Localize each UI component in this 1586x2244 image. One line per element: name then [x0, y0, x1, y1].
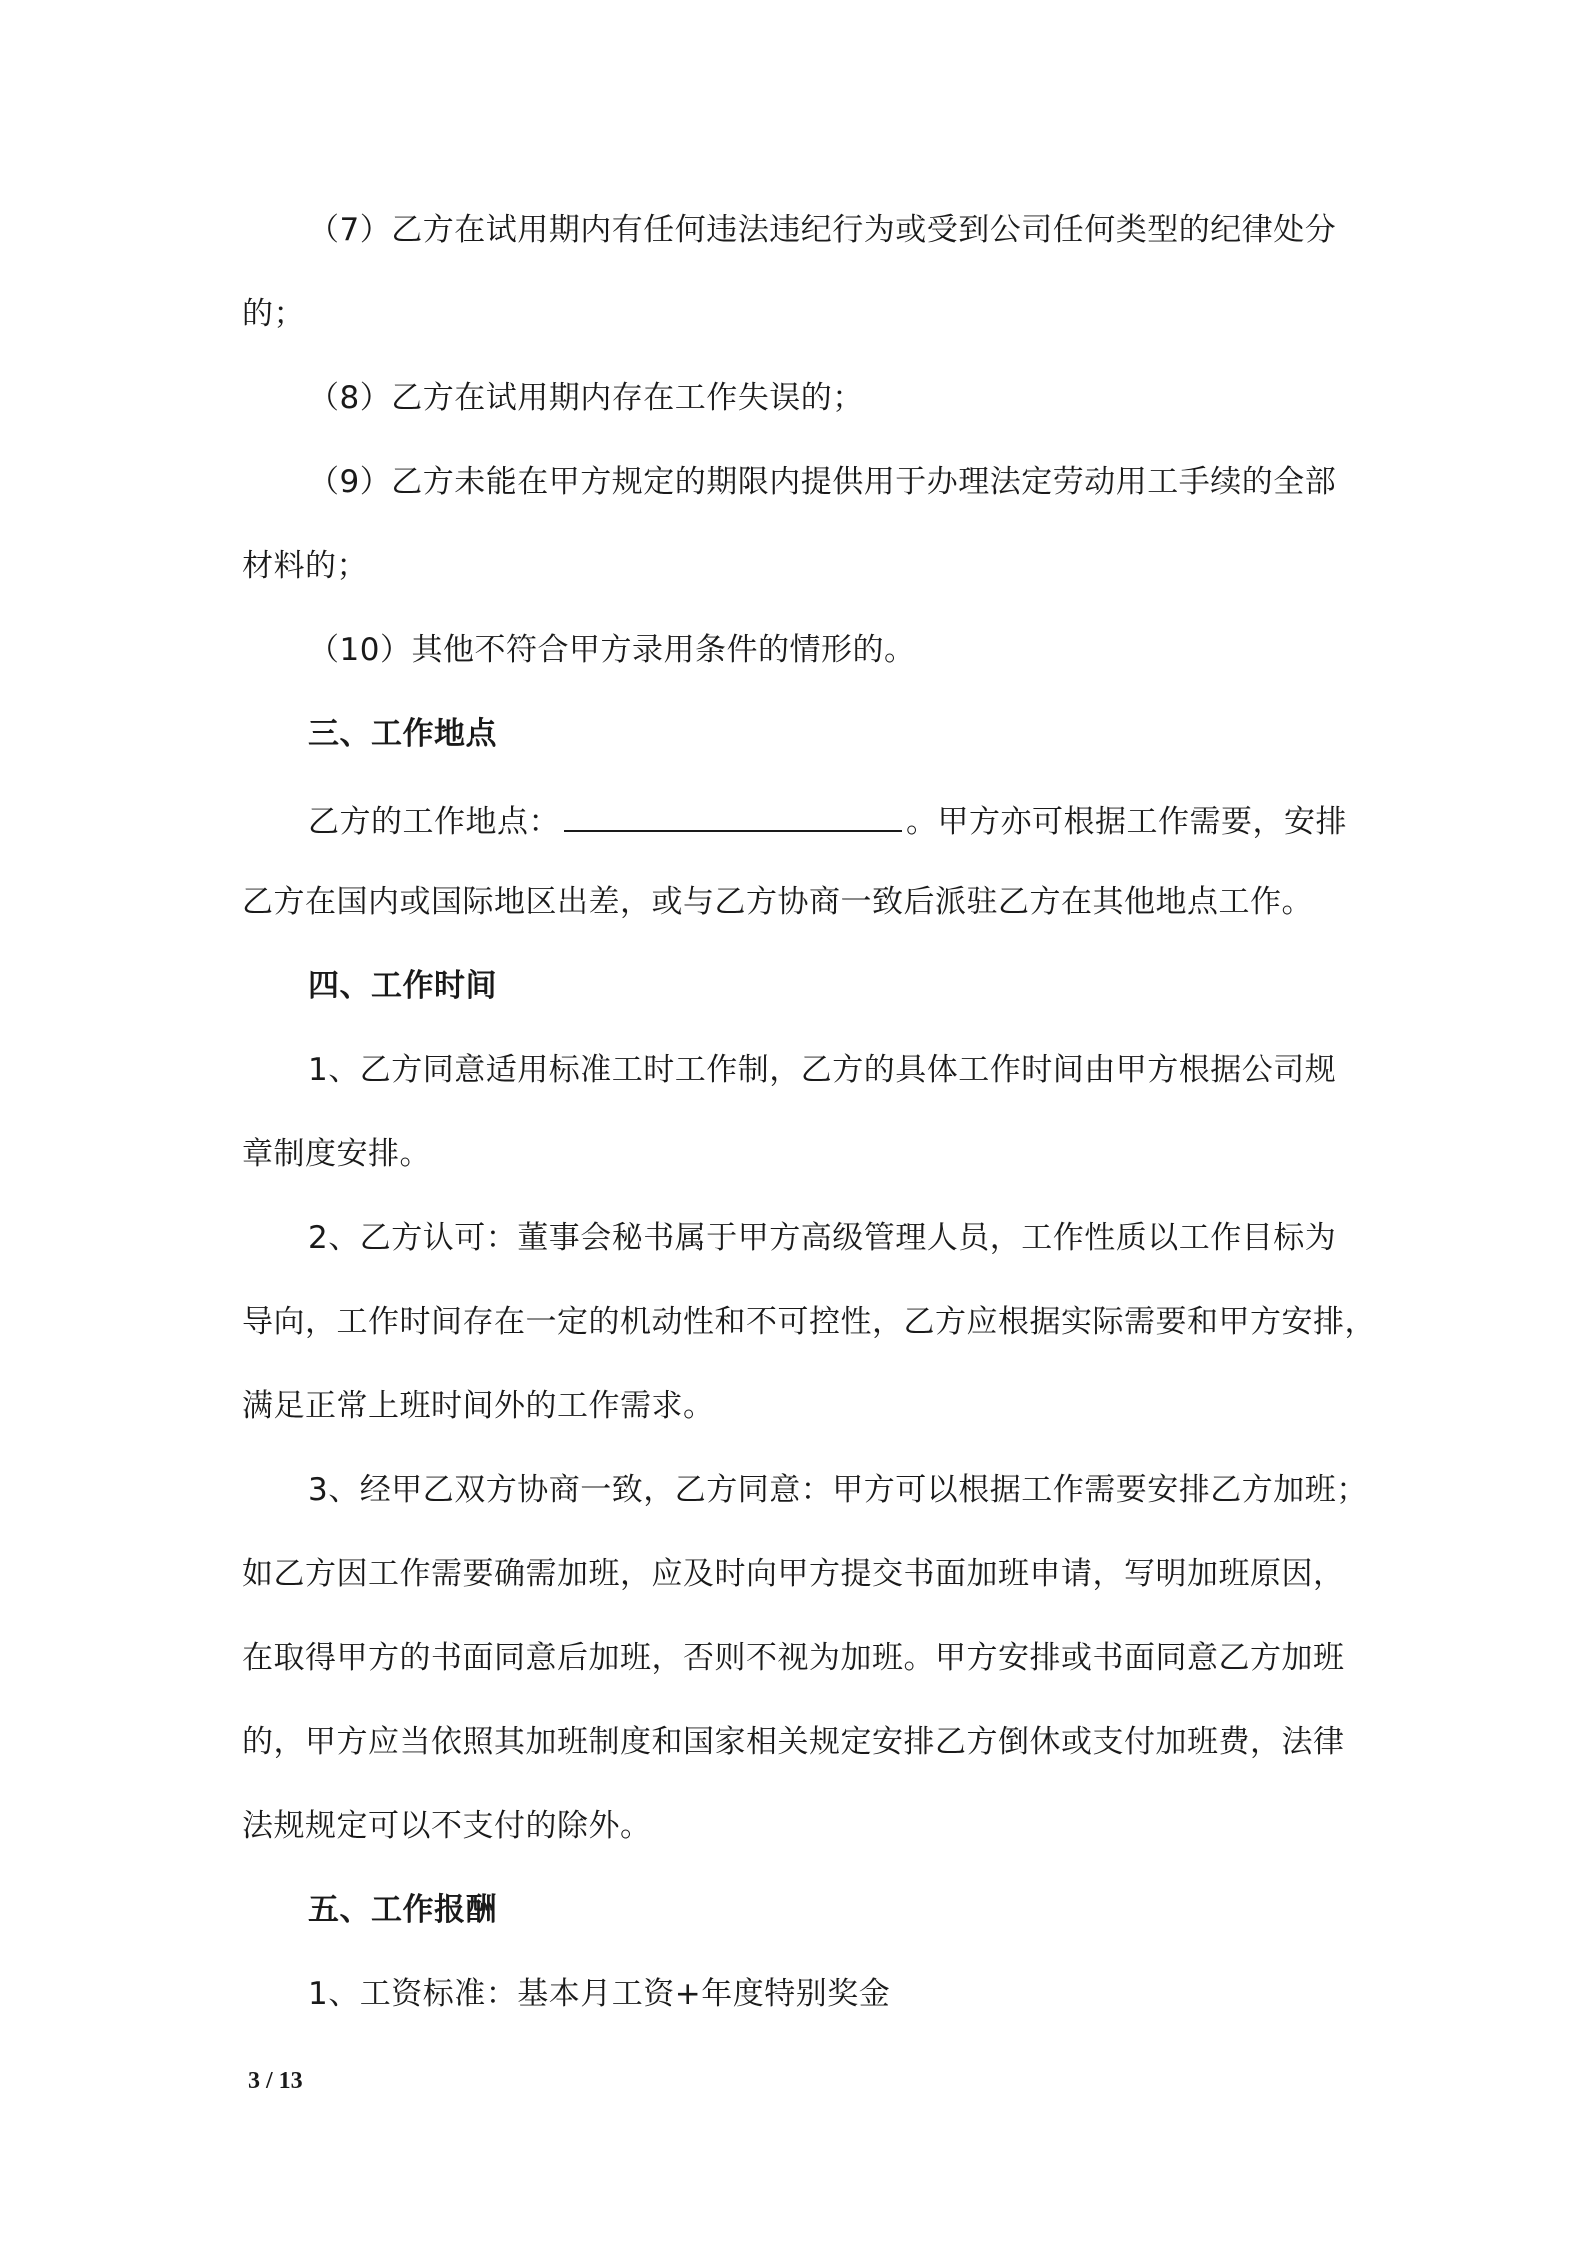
- work-time-item-1-line-2: 章制度安排。: [242, 1136, 431, 1172]
- section-5-heading: 五、工作报酬: [308, 1892, 497, 1928]
- work-time-item-2-line-1: 2、乙方认可：董事会秘书属于甲方高级管理人员，工作性质以工作目标为: [308, 1220, 1337, 1256]
- work-time-item-3-line-2: 如乙方因工作需要确需加班，应及时向甲方提交书面加班申请，写明加班原因，: [242, 1556, 1345, 1592]
- work-location-label: 乙方的工作地点：: [308, 804, 560, 840]
- page-number: 3 / 13: [248, 2068, 303, 2094]
- clause-8: （8）乙方在试用期内存在工作失误的；: [308, 380, 864, 416]
- work-time-item-3-line-4: 的，甲方应当依照其加班制度和国家相关规定安排乙方倒休或支付加班费，法律: [242, 1724, 1345, 1760]
- work-time-item-3-line-1: 3、经甲乙双方协商一致，乙方同意：甲方可以根据工作需要安排乙方加班；: [308, 1472, 1368, 1508]
- clause-10: （10）其他不符合甲方录用条件的情形的。: [308, 632, 916, 668]
- clause-9-line-1: （9）乙方未能在甲方规定的期限内提供用于办理法定劳动用工手续的全部: [308, 464, 1337, 500]
- work-time-item-2-line-2: 导向，工作时间存在一定的机动性和不可控性，乙方应根据实际需要和甲方安排，: [242, 1304, 1376, 1340]
- work-location-blank[interactable]: [564, 798, 902, 832]
- clause-9-line-2: 材料的；: [242, 548, 368, 584]
- work-time-item-2-line-3: 满足正常上班时间外的工作需求。: [242, 1388, 715, 1424]
- salary-item-1: 1、工资标准：基本月工资+年度特别奖金: [308, 1976, 891, 2012]
- section-4-heading: 四、工作时间: [308, 968, 497, 1004]
- section-3-heading: 三、工作地点: [308, 716, 497, 752]
- work-location-line-2: 乙方在国内或国际地区出差，或与乙方协商一致后派驻乙方在其他地点工作。: [242, 884, 1313, 920]
- clause-7-line-1: （7）乙方在试用期内有任何违法违纪行为或受到公司任何类型的纪律处分: [308, 212, 1337, 248]
- work-time-item-3-line-3: 在取得甲方的书面同意后加班，否则不视为加班。甲方安排或书面同意乙方加班: [242, 1640, 1345, 1676]
- work-time-item-1-line-1: 1、乙方同意适用标准工时工作制，乙方的具体工作时间由甲方根据公司规: [308, 1052, 1337, 1088]
- work-time-item-3-line-5: 法规规定可以不支付的除外。: [242, 1808, 652, 1844]
- work-location-continuation: 。甲方亦可根据工作需要，安排: [906, 804, 1347, 840]
- clause-7-line-2: 的；: [242, 296, 305, 332]
- work-location-line-1: [308, 798, 1347, 842]
